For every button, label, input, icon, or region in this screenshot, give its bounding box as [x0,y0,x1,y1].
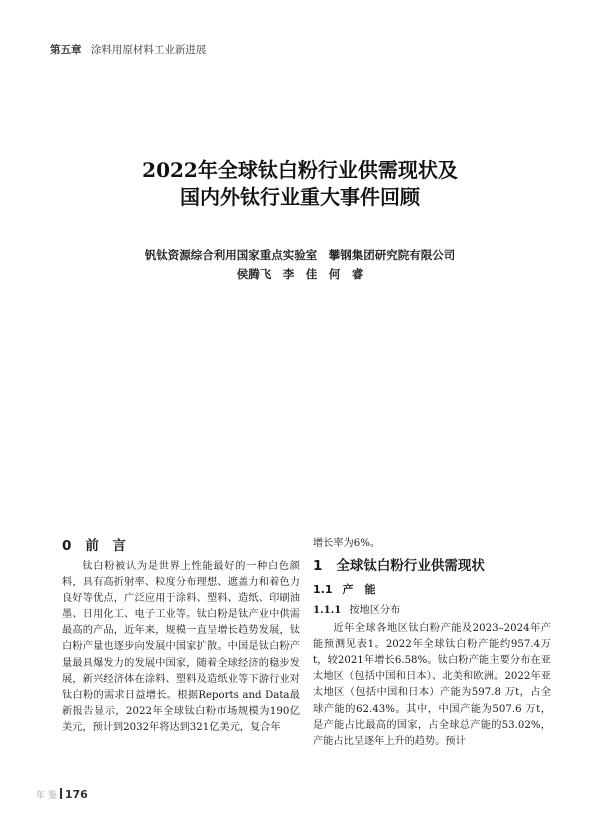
left-column [62,536,300,736]
title-line-2: 国内外钛行业重大事件回顾 [180,185,420,209]
section-title: 按地区分布 [349,605,401,617]
article-title [0,157,600,211]
right-column [313,536,551,750]
affiliation-block [0,246,600,284]
section-title: 产 能 [342,583,376,597]
institutions: 钒钛资源综合利用国家重点实验室 攀钢集团研究院有限公司 [144,248,456,262]
page-number: 176 [64,788,88,801]
section-1-1-heading [313,581,551,599]
authors: 侯腾飞 李 佳 何 睿 [236,267,364,281]
footer-divider [60,788,62,799]
section-1-1-1-heading [313,602,551,619]
section-1-heading [313,556,551,576]
section-number: 1.1.1 [313,604,342,617]
section-title: 前 言 [85,538,126,554]
intro-paragraph-continued: 增长率为6%。 [313,538,381,549]
section-number: 1 [313,558,323,575]
section-number: 0 [62,538,72,554]
chapter-title: 涂料用原材料工业新进展 [90,44,207,56]
section-title: 全球钛白粉行业供需现状 [336,558,485,575]
section-number: 1.1 [313,583,333,597]
section-0-heading [62,536,300,556]
title-line-1: 2022年全球钛白粉行业供需现状及 [142,158,458,182]
intro-paragraph: 钛白粉被认为是世界上性能最好的一种白色颜料，具有高折射率、粒度分布理想、遮盖力和着色力良好等优点，广泛应用于涂料、塑料、造纸、印刷油墨、日用化工、电子工业等。钛白粉是钛产业中供需最高的产品，近年来，规模一直呈增长趋势发展，钛白粉产量也逐步向发展中国家扩散。中国是钛白粉产量最具爆发力的发展中国家，随着全球经济的稳步发展，新兴经济体在涂料、塑料及造纸业等下游行业对钛白粉的需求日益增长。根据Reports and Data最新报告显示，2022年全球钛白粉市场规模为190亿美元，预计到2032年将达到321亿美元，复合年 [62,561,300,733]
page-footer [36,788,88,801]
chapter-number: 第五章 [50,44,82,56]
running-header [50,42,206,57]
capacity-paragraph: 近年全球各地区钛白粉产能及2023–2024年产能预测见表1。2022年全球钛白粉产能约957.4万t，较2021年增长6.58%。钛白粉产能主要分布在亚太地区（包括中国和日本）、北美和欧洲。2022年亚太地区（包括中国和日本）产能为597.8 万t，占全球产能的62.43%。其中，中国产能为507.6 万t，是产能占比最高的国家，占全球总产能的53.02%，产能占比呈逐年上升的趋势。预计 [313,623,551,747]
yearbook-label: 年 鉴 [36,791,57,801]
